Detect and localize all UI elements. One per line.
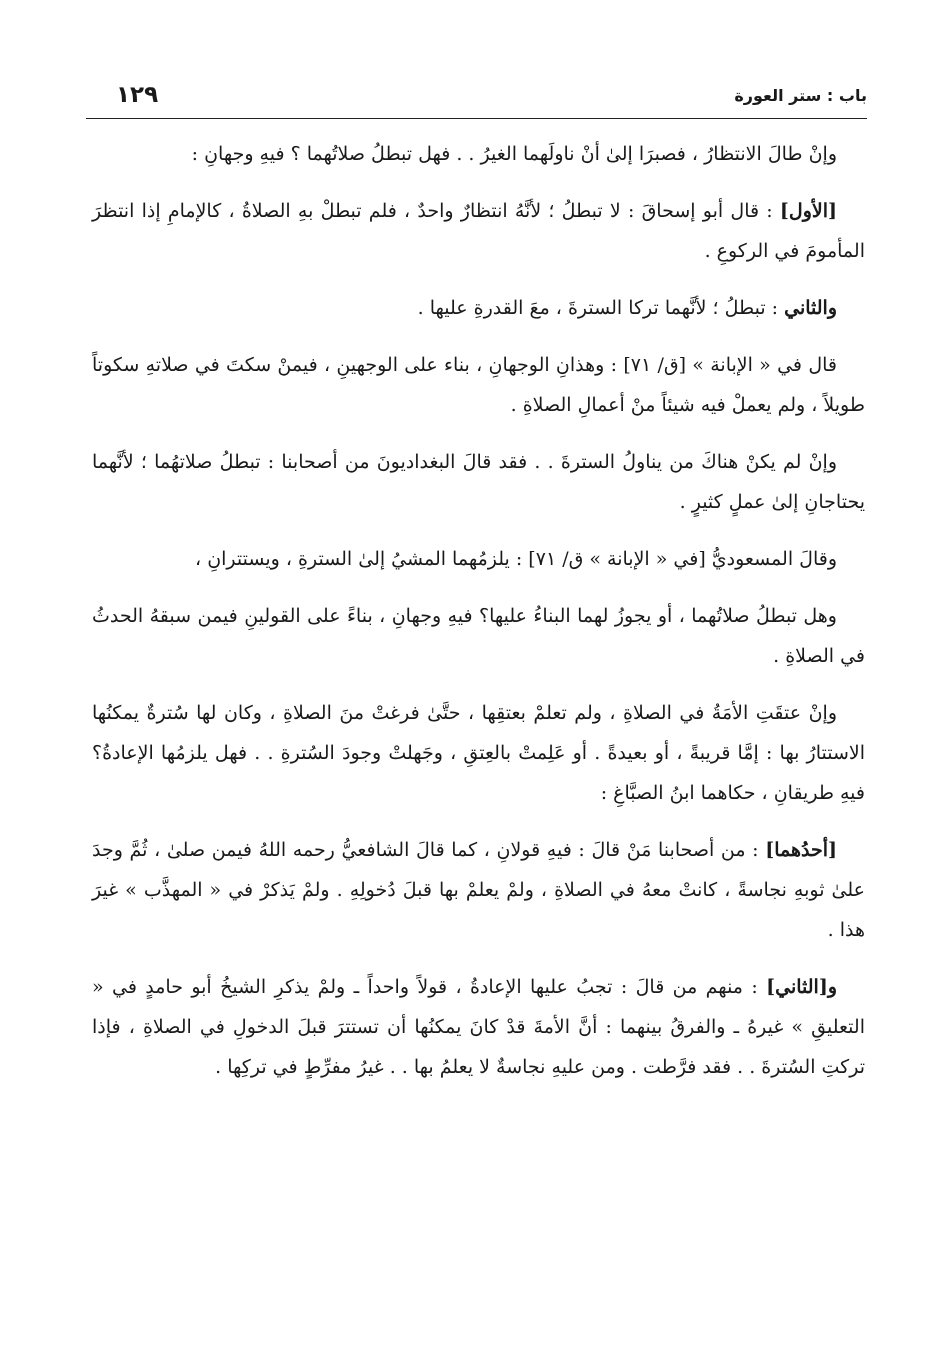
- paragraph-6: [92, 539, 865, 579]
- paragraph-9: [92, 830, 865, 950]
- paragraph-1: [92, 134, 865, 174]
- paragraph-4: [92, 345, 865, 425]
- paragraph-7: [92, 596, 865, 676]
- paragraph-text: : تبطلُ ؛ لأنَّهما تركا السترةَ ، معَ القدرةِ عليها .: [417, 297, 785, 319]
- paragraph-text: وإنْ لم يكنْ هناكَ من يناولُ السترةَ . . فقد قالَ البغداديونَ من أصحابنا : تبطلُ صلاتهُما ؛ لأنَّهما يحتاجانِ إلىٰ عملٍ كثيرٍ .: [92, 451, 865, 513]
- paragraph-text: : قال أبو إسحاقَ : لا تبطلُ ؛ لأنَّهُ انتظارٌ واحدٌ ، فلم تبطلْ بهِ الصلاةُ ، كالإمامِ إذا انتظرَ المأمومَ في الركوعِ .: [92, 200, 865, 262]
- running-head: باب : ستر العورة: [734, 86, 867, 105]
- paragraph-2: [92, 191, 865, 271]
- page-header: [86, 82, 867, 119]
- paragraph-8: [92, 693, 865, 813]
- paragraph-10: [92, 967, 865, 1087]
- paragraph-text: وقالَ المسعوديُّ [في « الإبانة » ق/ ٧١] : يلزمُهما المشيُ إلىٰ السترةِ ، ويستترانِ ،: [195, 548, 837, 570]
- paragraph-5: [92, 442, 865, 522]
- paragraph-text: : منهم من قالَ : تجبُ عليها الإعادةُ ، قولاً واحداً ـ ولمْ يذكرِ الشيخُ أبو حامدٍ في « التعليقِ » غيرهُ ـ والفرقُ بينهما : أنَّ الأمةَ قدْ كانَ يمكنُها أن تستترَ قبلَ الدخولِ في الصلاةِ ، فإذا تركتِ السُترةَ . . فقد فرَّطت . ومن عليهِ نجاسةٌ لا يعلمُ بها . . غيرُ مفرِّطٍ في تركِها .: [92, 976, 865, 1078]
- paragraph-lead: [الأول]: [779, 200, 837, 222]
- paragraph-text: : من أصحابنا مَنْ قالَ : فيهِ قولانِ ، كما قالَ الشافعيُّ رحمه اللهُ فيمن صلىٰ ، ثُمَّ وجدَ علىٰ ثوبهِ نجاسةً ، كانتْ معهُ في الصلاةِ ، ولمْ يعلمْ بها قبلَ دُخولِهِ . ولمْ يَذكرْ في « المهذَّب » غيرَ هذا .: [92, 839, 865, 941]
- paragraph-text: وهل تبطلُ صلاتُهما ، أو يجوزُ لهما البناءُ عليها؟ فيهِ وجهانِ ، بناءً على القولينِ فيمن سبقهُ الحدثُ في الصلاةِ .: [92, 605, 865, 667]
- paragraph-lead: والثاني: [784, 297, 837, 319]
- page-body: [92, 134, 865, 1104]
- paragraph-3: [92, 288, 865, 328]
- page-number: ١٢٩: [116, 82, 159, 108]
- paragraph-text: وإنْ عتقَتِ الأمَةُ في الصلاةِ ، ولم تعلمْ بعتقِها ، حتَّىٰ فرغتْ منَ الصلاةِ ، وكان لها سُترةٌ يمكنُها الاستتارُ بها : إمَّا قريبةً ، أو بعيدةً . أو عَلِمتْ بالعِتقِ ، وجَهلتْ وجودَ السُترةِ . . فهل يلزمُها الإعادةُ؟ فيهِ طريقانِ ، حكاهما ابنُ الصبَّاغِ :: [92, 702, 865, 804]
- paragraph-lead: [أحدُهما]: [765, 839, 837, 861]
- paragraph-text: وإنْ طالَ الانتظارُ ، فصبرَا إلىٰ أنْ ناولَهما الغيرُ . . فهل تبطلُ صلاتُهما ؟ فيهِ وجهانِ :: [191, 143, 837, 165]
- paragraph-text: قال في « الإبانة » [ق/ ٧١] : وهذانِ الوجهانِ ، بناء على الوجهينِ ، فيمنْ سكتَ في صلاتهِ سكوتاً طويلاً ، ولم يعملْ فيه شيئاً منْ أعمالِ الصلاةِ .: [92, 354, 865, 416]
- paragraph-lead: و[الثاني]: [766, 976, 837, 998]
